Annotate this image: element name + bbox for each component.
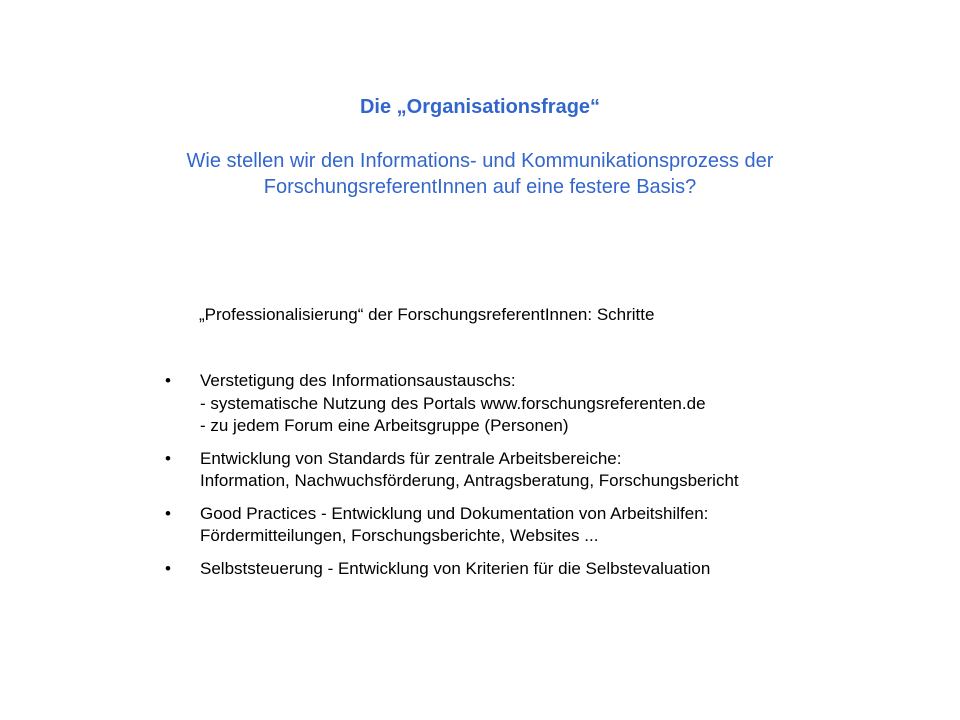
bullet-item (160, 503, 920, 548)
bullet-text: Fördermitteilungen, Forschungsberichte, Websites ... (200, 526, 599, 545)
bullet-icon: • (165, 448, 171, 468)
bullet-icon: • (165, 503, 171, 523)
slide-title: Die „Organisationsfrage“ (359, 96, 601, 118)
bullet-text: - zu jedem Forum eine Arbeitsgruppe (Personen) (200, 416, 569, 435)
bullet-text: Entwicklung von Standards für zentrale Arbeitsbereiche: (200, 448, 622, 468)
section-heading: „Professionalisierung“ der ForschungsreferentInnen: Schritte (199, 305, 655, 324)
bullet-item (160, 370, 920, 438)
bullet-list (160, 370, 920, 590)
bullet-item (160, 448, 920, 493)
bullet-icon: • (165, 558, 171, 578)
slide-subtitle (60, 148, 900, 200)
bullet-icon: • (165, 371, 171, 390)
subtitle-line: ForschungsreferentInnen auf eine festere Basis? (263, 176, 697, 198)
bullet-text: Information, Nachwuchsförderung, Antragsberatung, Forschungsbericht (200, 471, 739, 490)
bullet-text: Verstetigung des Informationsaustauschs: (200, 371, 516, 390)
bullet-text: - systematische Nutzung des Portals www.forschungsreferenten.de (200, 393, 706, 413)
bullet-item (160, 558, 920, 581)
subtitle-line: Wie stellen wir den Informations- und Kommunikationsprozess der (186, 150, 774, 172)
bullet-text: Selbststeuerung - Entwicklung von Kriterien für die Selbstevaluation (200, 558, 711, 578)
bullet-text: Good Practices - Entwicklung und Dokumentation von Arbeitshilfen: (200, 503, 709, 523)
title-block (60, 92, 900, 200)
